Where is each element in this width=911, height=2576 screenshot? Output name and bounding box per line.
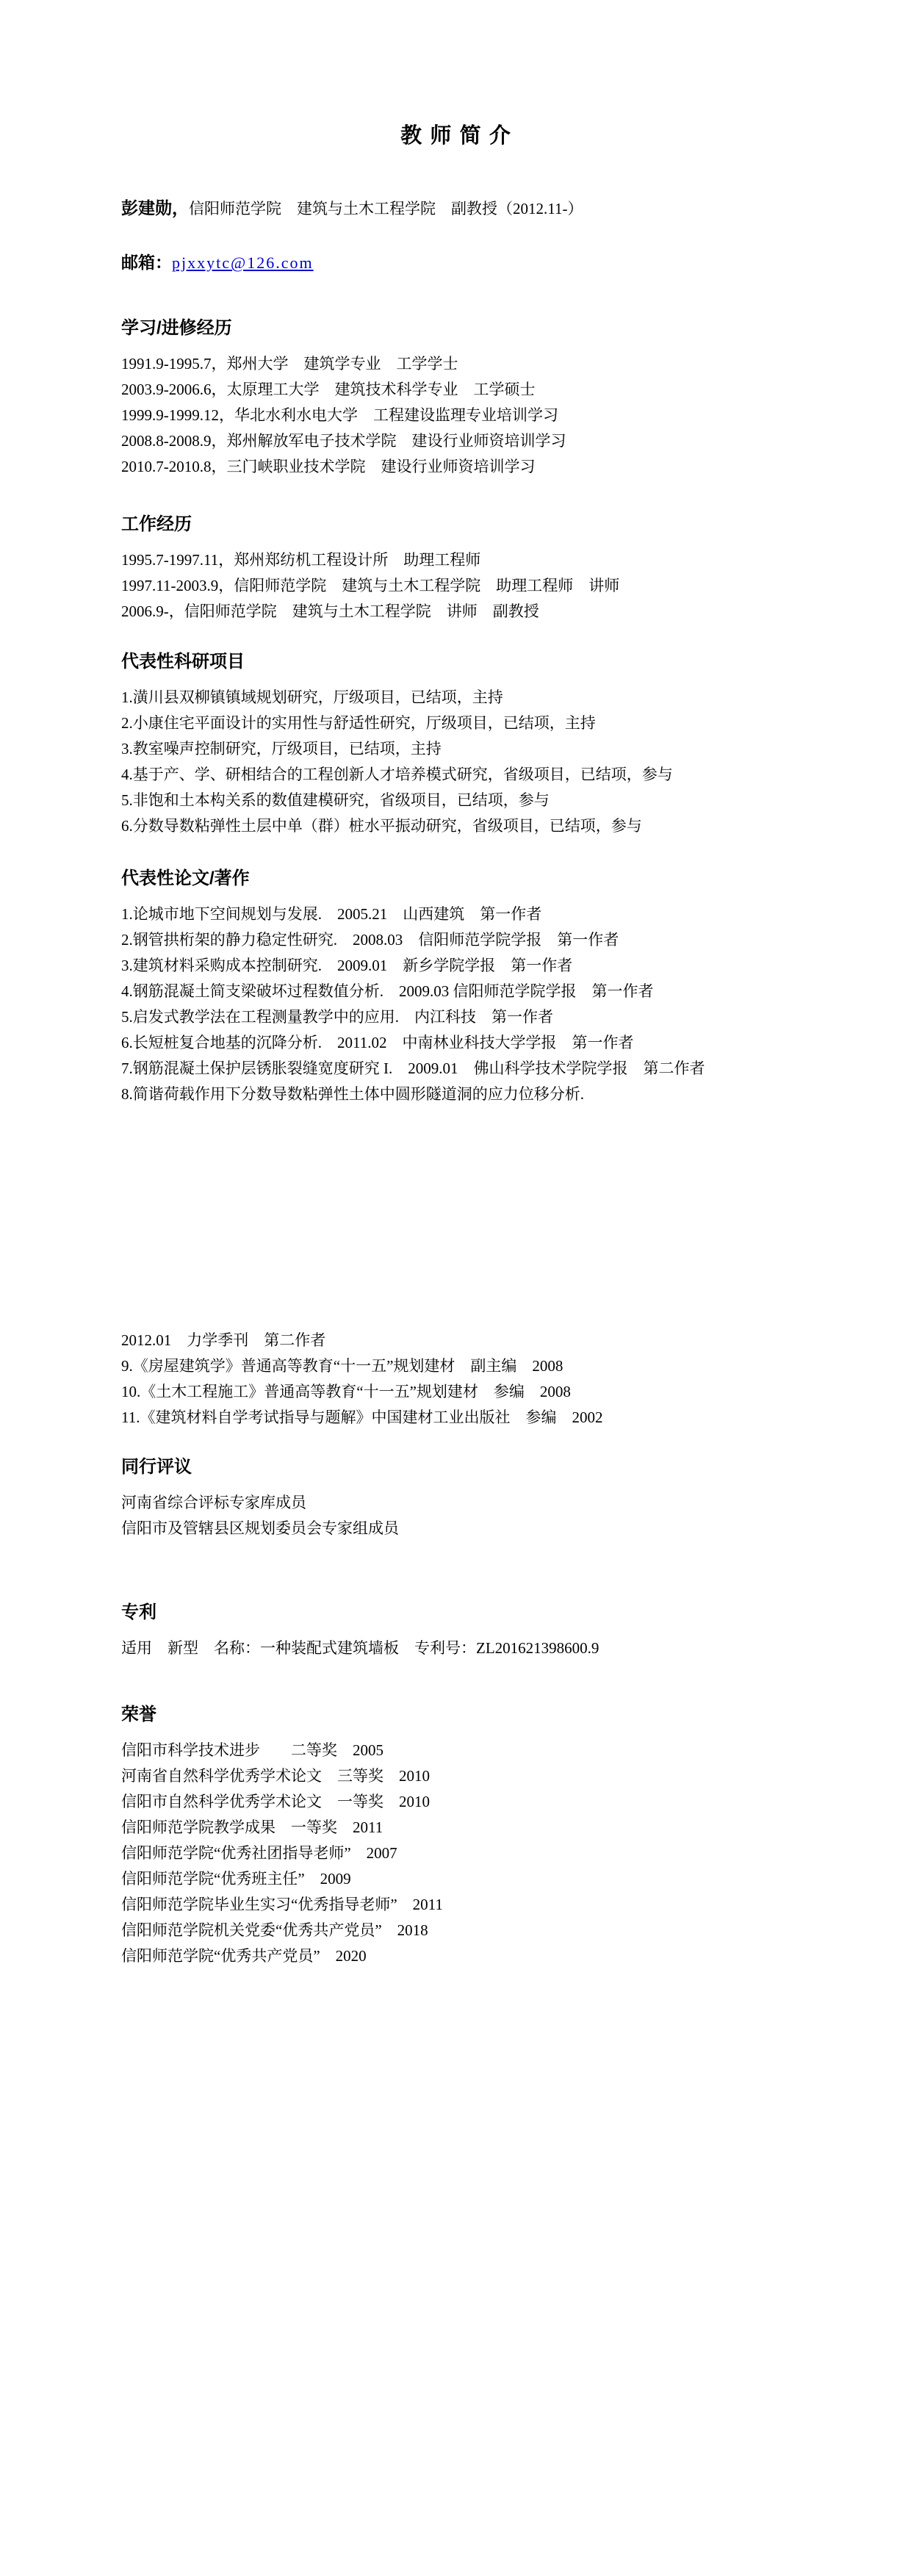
publications-continued-list bbox=[121, 1328, 791, 1431]
list-item: 1.论城市地下空间规划与发展. 2005.21 山西建筑 第一作者 bbox=[121, 905, 542, 923]
list-item: 1995.7-1997.11，郑州郑纺机工程设计所 助理工程师 bbox=[121, 551, 481, 569]
list-item: 3.教室噪声控制研究，厅级项目，已结项，主持 bbox=[121, 740, 442, 758]
list-item: 1.潢川县双柳镇镇域规划研究，厅级项目，已结项，主持 bbox=[121, 688, 503, 706]
page-title: 教 师 简 介 bbox=[400, 124, 512, 148]
list-item: 信阳师范学院“优秀班主任” 2009 bbox=[121, 1870, 351, 1888]
patent-list bbox=[121, 1636, 791, 1661]
section-heading-honors: 荣誉 bbox=[121, 1705, 156, 1724]
list-item: 信阳师范学院“优秀共产党员” 2020 bbox=[121, 1947, 367, 1965]
email-link[interactable]: pjxxytc@126.com bbox=[172, 253, 314, 272]
list-item: 2012.01 力学季刊 第二作者 bbox=[121, 1331, 326, 1349]
list-item: 4.基于产、学、研相结合的工程创新人才培养模式研究，省级项目，已结项，参与 bbox=[121, 766, 673, 783]
section-heading-patent: 专利 bbox=[121, 1602, 156, 1622]
list-item: 6.分数导数粘弹性土层中单（群）桩水平振动研究，省级项目，已结项，参与 bbox=[121, 817, 642, 835]
list-item: 3.建筑材料采购成本控制研究. 2009.01 新乡学院学报 第一作者 bbox=[121, 957, 573, 974]
section-heading-work: 工作经历 bbox=[121, 514, 192, 534]
list-item: 2.钢管拱桁架的静力稳定性研究. 2008.03 信阳师范学院学报 第一作者 bbox=[121, 931, 619, 949]
list-item: 信阳市科学技术进步 二等奖 2005 bbox=[121, 1741, 384, 1759]
honors-list bbox=[121, 1738, 791, 1969]
list-item: 2010.7-2010.8，三门峡职业技术学院 建设行业师资培训学习 bbox=[121, 458, 536, 475]
teacher-affiliation: 信阳师范学院 建筑与土木工程学院 副教授（2012.11-） bbox=[189, 200, 583, 217]
list-item: 河南省综合评标专家库成员 bbox=[121, 1494, 306, 1511]
list-item: 5.非饱和土本构关系的数值建模研究，省级项目，已结项，参与 bbox=[121, 791, 550, 809]
list-item: 信阳师范学院毕业生实习“优秀指导老师” 2011 bbox=[121, 1896, 443, 1913]
list-item: 11.《建筑材料自学考试指导与题解》中国建材工业出版社 参编 2002 bbox=[121, 1408, 603, 1426]
list-item: 2006.9-，信阳师范学院 建筑与土木工程学院 讲师 副教授 bbox=[121, 602, 539, 620]
list-item: 1997.11-2003.9，信阳师范学院 建筑与土木工程学院 助理工程师 讲师 bbox=[121, 577, 620, 594]
list-item: 适用 新型 名称：一种装配式建筑墙板 专利号：ZL201621398600.9 bbox=[121, 1639, 599, 1657]
list-item: 2003.9-2006.6，太原理工大学 建筑技术科学专业 工学硕士 bbox=[121, 381, 536, 398]
section-heading-peer-review: 同行评议 bbox=[121, 1457, 192, 1477]
list-item: 信阳师范学院“优秀社团指导老师” 2007 bbox=[121, 1844, 397, 1862]
education-list bbox=[121, 351, 791, 480]
list-item: 6.长短桩复合地基的沉降分析. 2011.02 中南林业科技大学学报 第一作者 bbox=[121, 1034, 634, 1051]
peer-review-list bbox=[121, 1490, 791, 1541]
list-item: 信阳师范学院教学成果 一等奖 2011 bbox=[121, 1818, 384, 1836]
teacher-name: 彭建勋， bbox=[121, 198, 189, 217]
teacher-intro-line bbox=[121, 195, 791, 222]
section-heading-education: 学习/进修经历 bbox=[121, 318, 232, 338]
list-item: 信阳市及管辖县区规划委员会专家组成员 bbox=[121, 1519, 399, 1537]
list-item: 7.钢筋混凝土保护层锈胀裂缝宽度研究 I. 2009.01 佛山科学技术学院学报 第二作者 bbox=[121, 1059, 705, 1077]
list-item: 1991.9-1995.7，郑州大学 建筑学专业 工学学士 bbox=[121, 355, 458, 373]
list-item: 9.《房屋建筑学》普通高等教育“十一五”规划建材 副主编 2008 bbox=[121, 1357, 563, 1375]
list-item: 5.启发式教学法在工程测量教学中的应用. 内江科技 第一作者 bbox=[121, 1008, 553, 1026]
page-break-gap bbox=[121, 1107, 791, 1328]
section-heading-projects: 代表性科研项目 bbox=[121, 652, 245, 672]
list-item: 2008.8-2008.9，郑州解放军电子技术学院 建设行业师资培训学习 bbox=[121, 432, 566, 450]
email-label: 邮箱： bbox=[121, 253, 172, 272]
projects-list bbox=[121, 685, 791, 839]
list-item: 4.钢筋混凝土简支梁破坏过程数值分析. 2009.03 信阳师范学院学报 第一作者 bbox=[121, 982, 654, 1000]
work-list bbox=[121, 547, 791, 625]
list-item: 信阳师范学院机关党委“优秀共产党员” 2018 bbox=[121, 1921, 428, 1939]
list-item: 8.简谐荷载作用下分数导数粘弹性土体中圆形隧道洞的应力位移分析. bbox=[121, 1085, 584, 1103]
list-item: 1999.9-1999.12，华北水利水电大学 工程建设监理专业培训学习 bbox=[121, 406, 558, 424]
section-heading-publications: 代表性论文/著作 bbox=[121, 868, 250, 888]
email-row bbox=[121, 250, 791, 276]
publications-list bbox=[121, 902, 791, 1107]
list-item: 信阳市自然科学优秀学术论文 一等奖 2010 bbox=[121, 1793, 430, 1810]
list-item: 河南省自然科学优秀学术论文 三等奖 2010 bbox=[121, 1767, 430, 1785]
list-item: 2.小康住宅平面设计的实用性与舒适性研究，厅级项目，已结项，主持 bbox=[121, 714, 596, 732]
list-item: 10.《土木工程施工》普通高等教育“十一五”规划建材 参编 2008 bbox=[121, 1383, 571, 1400]
